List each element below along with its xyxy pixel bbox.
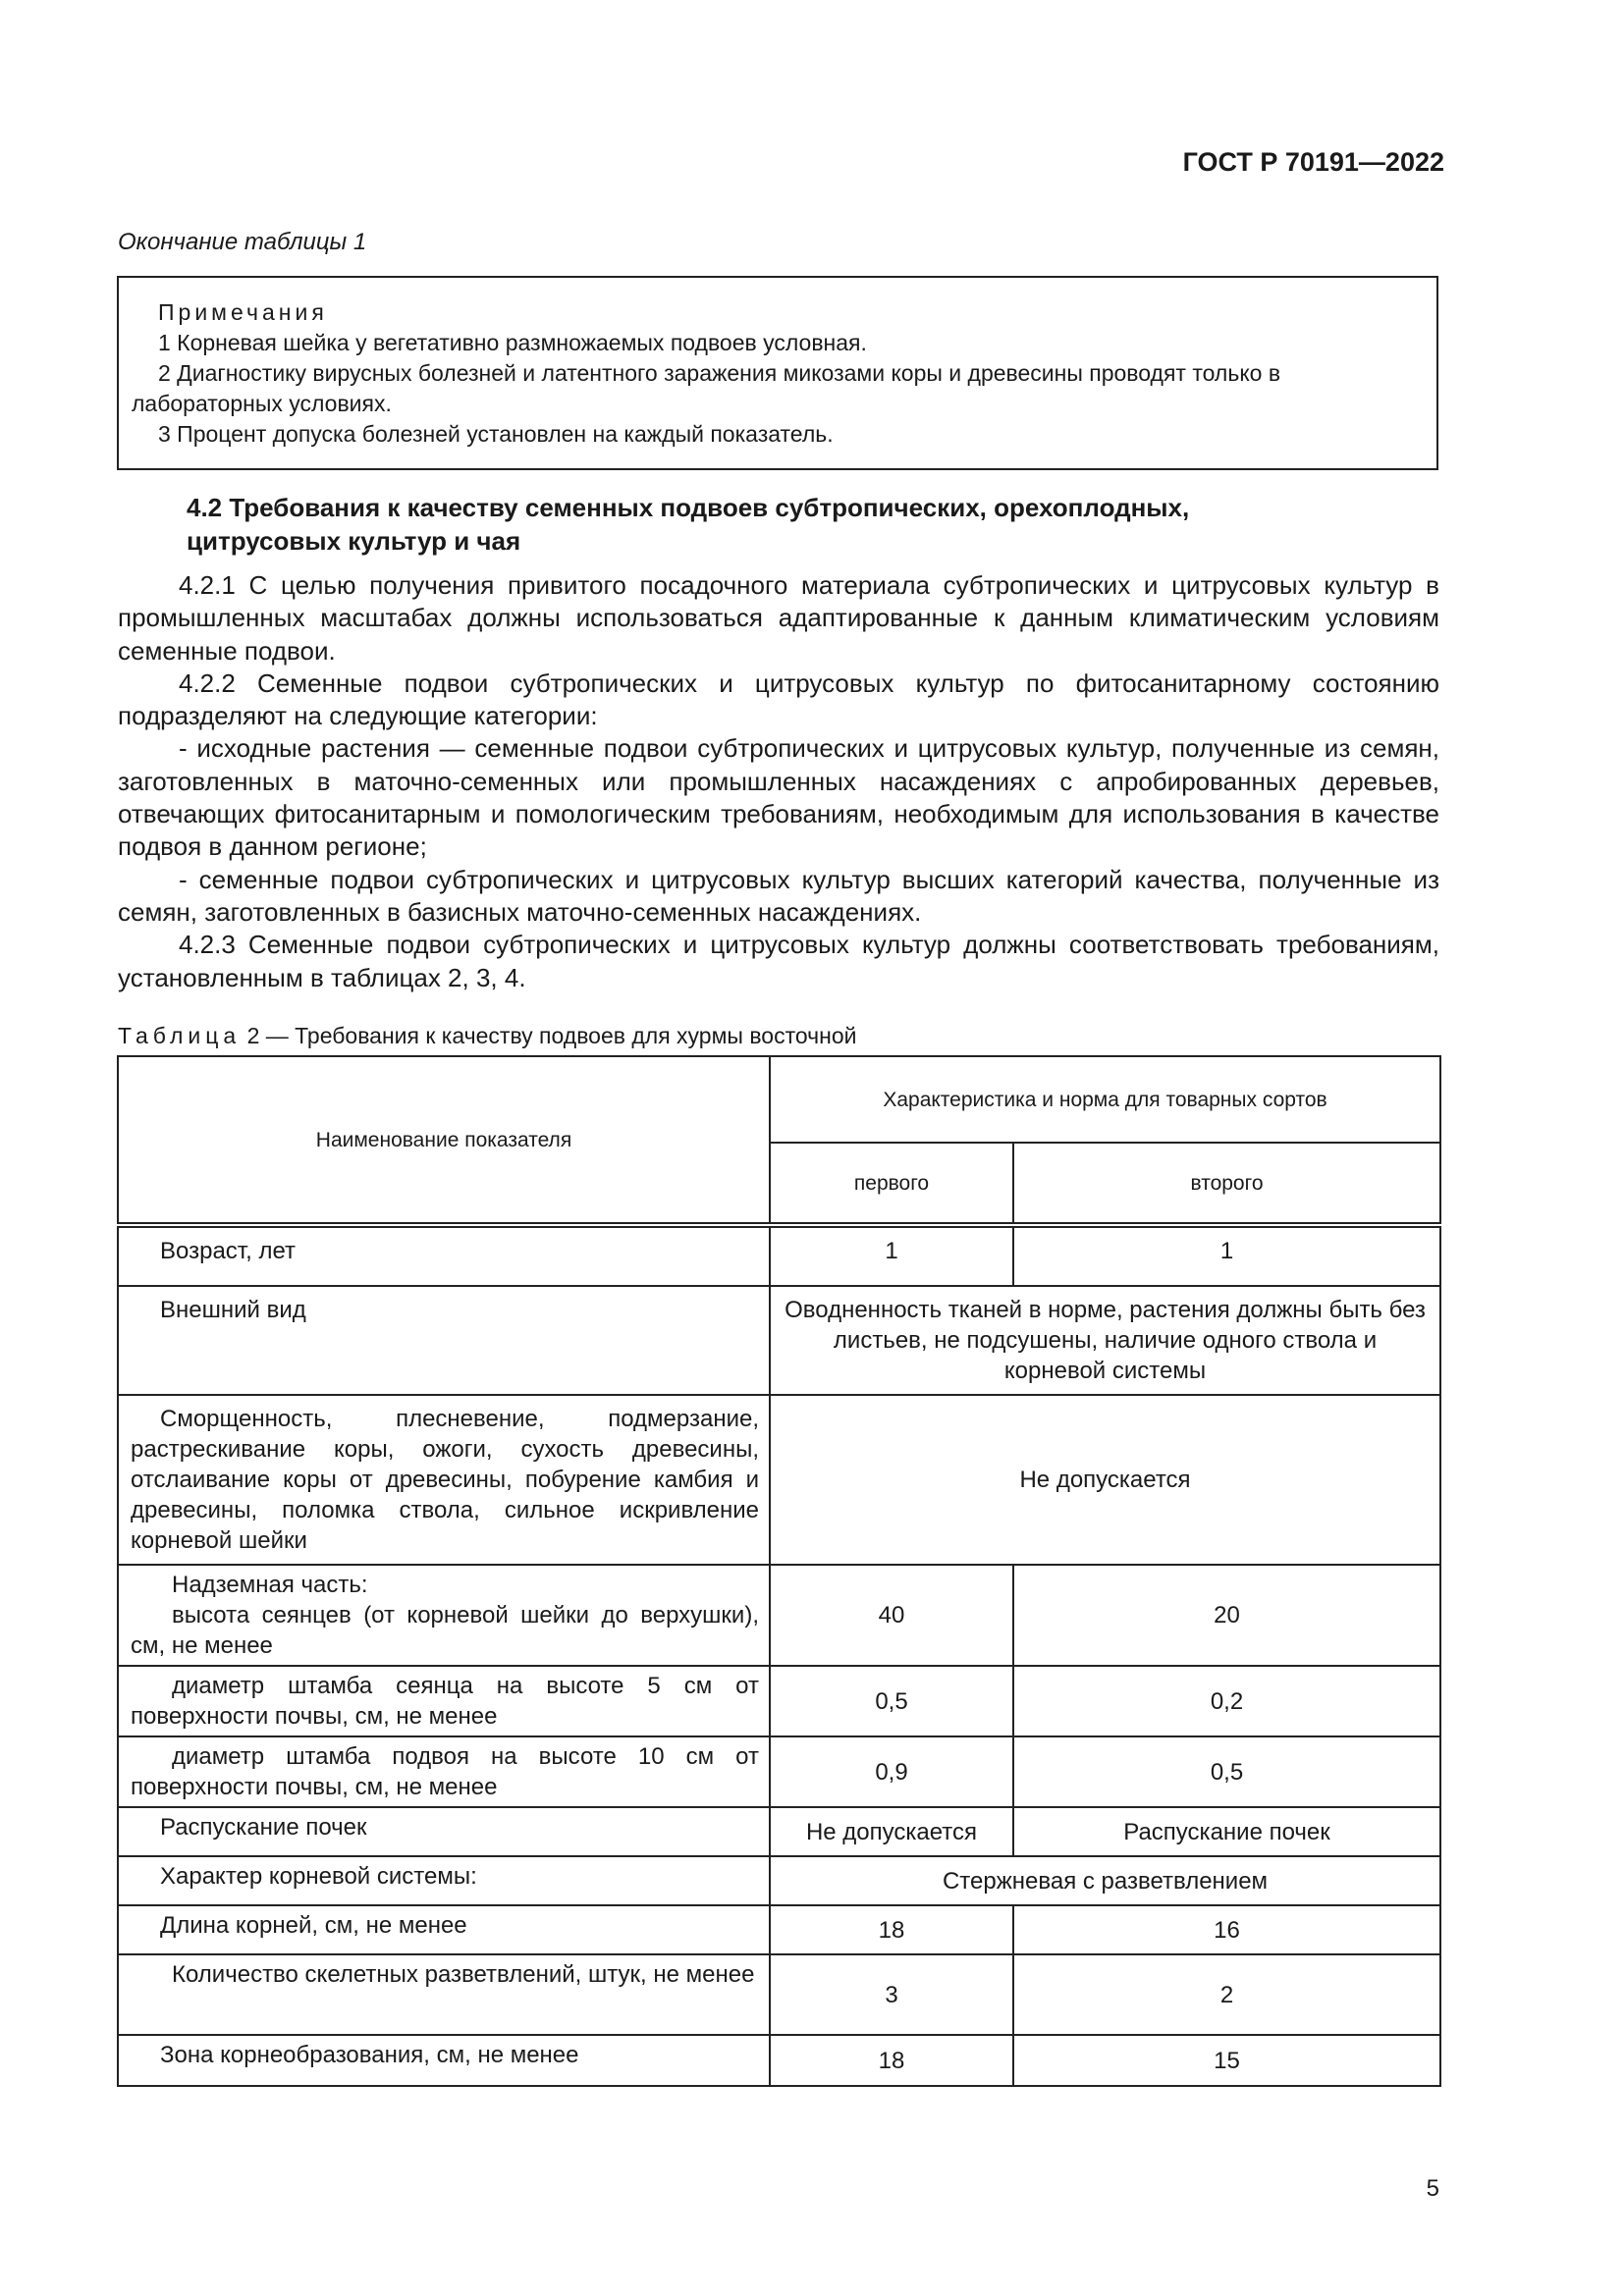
header-param: Наименование показателя [118,1056,770,1225]
cell-value: 40 [770,1565,1013,1666]
table-caption-text: 2 — Требования к качеству подвоев для хурмы восточной [241,1023,857,1048]
note-item-continuation: лабораторных условиях. [132,391,392,416]
row-label [118,1666,770,1736]
paragraph: 4.2.1 С целью получения привитого посадочного материала субтропических и цитрусовых культур в промышленных масштабах должны использоваться адаптированные к данным климатическим условиям семенные подвои. [118,570,1439,666]
row-label [118,1954,770,2035]
row-label-text: диаметр штамба сеянца на высоте 5 см от поверхности почвы, см, не менее [131,1673,759,1730]
table-row [118,1395,1440,1565]
cell-value: Не допускается [770,1807,1013,1856]
cell-value: 3 [770,1954,1013,2035]
page-number: 5 [1426,2175,1439,2202]
cell-value: 1 [770,1225,1013,1286]
cell-value: Распускание почек [1013,1807,1440,1856]
notes-title: Примечания [158,299,328,325]
paragraph: - исходные растения — семенные подвои субтропических и цитрусовых культур, полученные из семян, заготовленных в маточно-семенных или промышленных насаждениях с апробированных деревьев, отвечающих фитосанитарным и помологическим требованиям, необходимым для использования в качестве подвоя в данном регионе; [118,733,1439,862]
cell-value: 20 [1013,1565,1440,1666]
table-continuation-label: Окончание таблицы 1 [118,229,367,255]
header-group: Характеристика и норма для товарных сортов [770,1056,1440,1143]
table-row [118,1736,1440,1807]
cell-value: 0,2 [1013,1666,1440,1736]
row-label: Длина корней, см, не менее [118,1905,770,1954]
header-col-first: первого [770,1143,1013,1225]
header-col-second: второго [1013,1143,1440,1225]
row-label-text: диаметр штамба подвоя на высоте 10 см от поверхности почвы, см, не менее [131,1743,759,1800]
cell-value: 18 [770,1905,1013,1954]
table-row [118,1565,1440,1666]
section-title [187,491,1316,558]
requirements-table [117,1055,1441,2087]
row-label [118,1565,770,1666]
section-title-line: цитрусовых культур и чая [187,526,521,556]
row-label: Возраст, лет [118,1225,770,1286]
section-body [118,569,1439,994]
row-label: Внешний вид [118,1286,770,1395]
cell-value: 15 [1013,2035,1440,2086]
table-row [118,1905,1440,1954]
row-label-text: Количество скелетных разветвлений, штук, не менее [172,1961,755,1988]
note-item: 1 Корневая шейка у вегетативно размножаемых подвоев условная. [158,330,867,355]
standard-code: ГОСТ Р 70191—2022 [1182,147,1444,177]
note-item: 3 Процент допуска болезней установлен на каждый показатель. [158,421,834,447]
table-row [118,1225,1440,1286]
cell-value: 1 [1013,1225,1440,1286]
row-label: Характер корневой системы: [118,1856,770,1905]
row-label-group: Надземная часть: [172,1572,368,1598]
table-row [118,1807,1440,1856]
row-label: Распускание почек [118,1807,770,1856]
notes-box [117,276,1438,470]
table-caption [118,1023,856,1049]
table-row [118,1286,1440,1395]
cell-value-merged: Не допускается [770,1395,1440,1565]
paragraph: - семенные подвои субтропических и цитрусовых культур высших категорий качества, полученные из семян, заготовленных в базисных маточно-семенных насаждениях. [118,864,1439,927]
row-label-text: высота сеянцев (от корневой шейки до верхушки), см, не менее [131,1602,759,1659]
row-label-text: Сморщенность, плесневение, подмерзание, растрескивание коры, ожоги, сухость древесины, отслаивание коры от древесины, побурение камбия и древесины, поломка ствола, сильное искривление корневой шейки [131,1406,759,1554]
table-row [118,2035,1440,2086]
table-caption-prefix: Таблица [118,1023,242,1048]
cell-value: 2 [1013,1954,1440,2035]
cell-value: 0,5 [770,1666,1013,1736]
row-label [118,1736,770,1807]
note-item: 2 Диагностику вирусных болезней и латентного заражения микозами коры и древесины проводят только в [158,360,1281,386]
cell-value-merged: Стержневая с разветвлением [770,1856,1440,1905]
section-title-line: 4.2 Требования к качеству семенных подвоев субтропических, орехоплодных, [187,493,1190,522]
cell-value: 0,9 [770,1736,1013,1807]
row-label: Зона корнеобразования, см, не менее [118,2035,770,2086]
paragraph: 4.2.2 Семенные подвои субтропических и цитрусовых культур по фитосанитарному состоянию подразделяют на следующие категории: [118,667,1439,731]
cell-value: 0,5 [1013,1736,1440,1807]
table-row [118,1666,1440,1736]
table-row [118,1856,1440,1905]
row-label [118,1395,770,1565]
table-row [118,1954,1440,2035]
cell-value: 18 [770,2035,1013,2086]
cell-value-merged: Оводненность тканей в норме, растения должны быть без листьев, не подсушены, наличие одного ствола и корневой системы [770,1286,1440,1395]
cell-value: 16 [1013,1905,1440,1954]
paragraph: 4.2.3 Семенные подвои субтропических и цитрусовых культур должны соответствовать требованиям, установленным в таблицах 2, 3, 4. [118,930,1439,992]
